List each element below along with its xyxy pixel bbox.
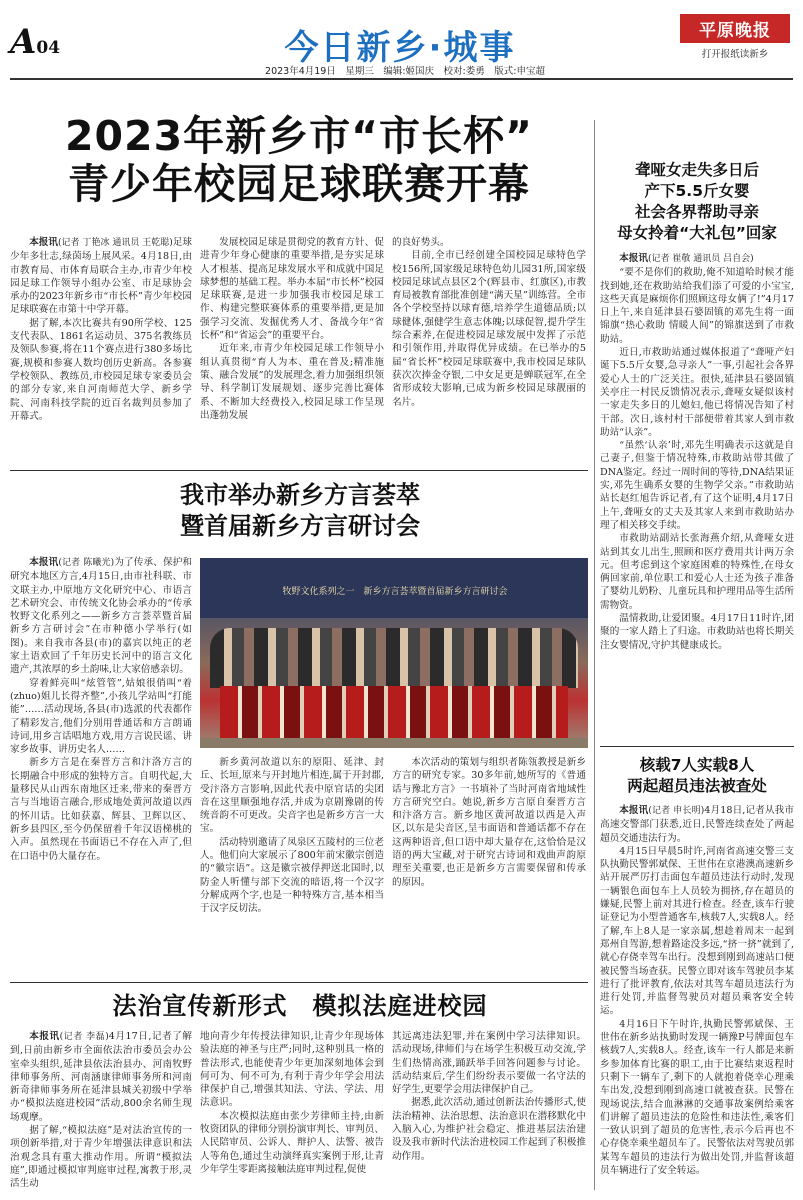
dialect-p3: 新乡方言是在秦晋方言和汴洛方言的长期融合中形成的独特方言。自明代起,大量移民从山西东南地区迁来,带来的秦晋方言与当地语言融合,形成地处黄河故道以西的怀川话。比如获嘉、辉县、卫辉以区、新乡县四区,至今仍保留着千年汉语梯桃的入声。虽然现在书面语已不存在入声了,但在口语中仍大量存在。	[10, 757, 192, 862]
dialect-headline-line2: 暨首届新乡方言研讨会	[180, 512, 420, 540]
baby-p5: 温情救助,让爱团聚。4月17日11时许,团聚的一家人踏上了归途。市救助站也将长期关注女婴情况,守护其健康成长。	[600, 613, 794, 651]
photo-banner: 牧野文化系列之一 新乡方言荟萃暨首届新乡方言研讨会	[282, 587, 508, 597]
football-p3: 发展校园足球是贯彻党的教育方针、促进青少年身心健康的重要举措,是夯实足球人才根基、提高足球发展水平和成就中国足球梦想的基础工程。举办本届“市长杯”校园足球联赛,是进一步加强我市校园足球工作、构建完整联赛体系的重要举措,更是加强学习交流、发掘优秀人才、备战今年“省长杯”和“省运会”的重要平台。	[200, 237, 384, 342]
baby-p2: 近日,市救助站通过媒体报道了“聋哑产妇诞下5.5斤女婴,急寻亲人”一事,引起社会各界爱心人士的广泛关注。很快,延津县石婆固镇关亭庄一村民反馈情况表示,聋哑女疑似该村一家走失多日的儿媳妇,他已将情况告知了村干部。次日,该村村干部便带着其家人到市救助站“认亲”。	[600, 347, 794, 438]
baby-p3: “虽然‘认亲’时,邓先生明确表示这就是自己妻子,但鉴于情况特殊,市救助站带其做了DNA鉴定。经过一周时间的等待,DNA结果证实,邓先生确系女婴的生物学父亲。”市救助站站长赵红旭告诉记者,有了这个证明,4月17日上午,聋哑女的丈夫及其家人来到市救助站办理了相关移交手续。	[600, 440, 794, 531]
dialect-p1: 为了传承、保护和研究本地区方言,4月15日,由市社科联、市文联主办,中原地方文化研究中心、市语言艺术研究会、市传统文化协会承办的“传承牧野文化系列之——新乡方言荟萃暨首届新乡方言研讨会”在市种德小学举行(如图)。来自我市各县(市)的嘉宾以纯正的老家土语欢回了千年历史长河中的语言文化遗产,其浓厚的乡土韵味,让大家倍感亲切。	[10, 557, 192, 676]
court-p3: 地向青少年传授法律知识,让青少年现场体验法庭的神圣与庄严;同时,这种别具一格的普法形式,也能使青少年更加深刻地体会到何可为、何不可为,有利于青少年学会用法律保护自己,增强其知法、守法、学法、用法意识。	[200, 1031, 384, 1109]
football-lead: 本报讯	[29, 237, 59, 248]
football-headline-line2: 青少年校园足球联赛开幕	[68, 160, 530, 208]
baby-headline-line2: 产下5.5斤女婴	[644, 182, 750, 200]
court-byline: (记者 李磊)	[59, 1032, 109, 1042]
court-lead: 本报讯	[29, 1031, 60, 1042]
bus-p3: 4月16日下午时许,执勤民警郭斌保、王世伟在新乡站执勤时发现一辆豫P号牌面包车核载7人,实载8人。经查,该车一行人都是来新乡参加体育比赛的职工,由于比赛结束返程时只剩下一辆车了,剩下的人就抱着侥幸心理乘车出发,没想到刚到高速口就被查获。民警在现场说法,结合血淋淋的交通事故案例给乘客们讲解了超员违法的危险性和违法性,乘客们一致认识到了超员的危害性,表示今后再也不心存侥幸乘坐超员车了。民警依法对驾驶员郭某驾车超员的违法行为做出处罚,并监督该超员车辆进行了安全转运。	[600, 1018, 794, 1177]
page-header	[0, 0, 803, 78]
bus-headline-line2: 两起超员违法被查处	[627, 777, 767, 795]
football-p4: 近年来,市青少年校园足球工作领导小组认真贯彻“育人为本、重在普及;精准施策、融合发展”的发展理念,着力加强组织领导、科学制订发展规划、逐步完善比赛体系、不断加大经费投入,校园足球工作呈现出蓬勃发展	[200, 343, 384, 421]
dialect-p2: 穿着鲜亮叫“炫管管”,姑娘很俏叫“着(zhuo)姐儿长得齐整”,小孩儿学站叫“打能能”……活动现场,各县(市)选派的代表都作了精彩发言,他们分别用普通话和方言朗诵诗词,用乡言话唱地方戏,用方言说民谣、讲家乡故事、讲历史名人……	[10, 677, 192, 756]
baby-headline-line3: 社会各界帮助寻亲	[634, 203, 759, 221]
photo-crowd-front	[220, 686, 568, 738]
dialect-headline	[110, 480, 490, 542]
football-p6: 目前,全市已经创建全国校园足球特色学校156所,国家级足球特色幼儿园31所,国家级校园足球试点县区2个(辉县市、红旗区),市教育局被教育部批准创建“满天星”训练营。全市各个学校坚持以球育德,培养学生道德品质;以球健体,强健学生意志体魄;以球促智,提升学生综合素养,在促进校园足球发展中发挥了示范和引领作用,并取得优异成绩。在已举办的5届“省长杯”校园足球联赛中,我市校园足球队获次次捧金夺银,二中女足更是蝉联冠军,在全省形成较大影响,已成为新乡校园足球靓丽的名片。	[392, 250, 586, 408]
dialect-photo	[200, 558, 588, 748]
dialect-headline-line1: 我市举办新乡方言荟萃	[180, 481, 420, 509]
court-headline: 法治宣传新形式 模拟法庭进校园	[112, 992, 488, 1020]
page-number: 04	[36, 38, 61, 58]
logo-text: 平原晚报	[680, 14, 790, 43]
bus-byline: (记者 申长明)	[648, 806, 705, 816]
football-p2: 据了解,本次比赛共有90所学校、125支代表队、1861名运动员、375名教练员及领队参赛,将在11个赛点进行380多场比赛,规模和参赛人数均创历史新高。各参赛学校领队、教练员,市校园足球专家委员会的部分专家,来自河南师范大学、新乡学院、河南科技学院的近百名裁判员参加了开幕式。	[10, 317, 192, 422]
baby-lead: 本报讯	[619, 253, 648, 264]
divider-left-2	[10, 982, 588, 983]
baby-headline-line1: 聋哑女走失多日后	[634, 161, 759, 179]
football-byline: (记者 丁艳冰 通讯员 王乾聪)	[58, 238, 173, 248]
baby-p4: 市救助站副站长张海燕介绍,从聋哑女进站到其女儿出生,照顾和医疗费用共计两万余元。但考虑到这个家庭困难的特殊性,在母女俩回家前,单位职工和爱心人士还为孩子准备了婴幼儿奶粉、儿童玩具和护理用品等生活所需物资。	[600, 533, 794, 611]
photo-floor	[200, 738, 588, 748]
baby-byline: (记者 崔敬 通讯员 吕自会)	[647, 254, 754, 264]
dialect-byline: (记者 陈曦光)	[58, 558, 115, 568]
football-headline	[10, 112, 588, 208]
section-title: 今日新乡·城事	[284, 28, 516, 68]
football-col-1	[10, 236, 192, 460]
newspaper-logo	[680, 14, 790, 60]
bus-p2: 4月15日早晨5时许,河南省高速交警三支队执勤民警郭斌保、王世伟在京港澳高速新乡站开展严厉打击面包车超员违法行动时,发现一辆银色面包车上人员较为拥挤,存在超员的嫌疑,民警上前对其进行检查。经查,该车行驶证登记为小型普通客车,核载7人,实载8人。经了解,车上8人是一家亲属,想趁着周末一起到郑州自驾游,想着路途没多远,“挤一挤”就到了,就心存侥幸驾车出行。没想到刚到高速站口便被民警当场查获。民警立即对该车驾驶员李某进行了批评教育,依法对其驾车超员违法行为进行处罚,并监督驾驶员对超员乘客安全转运。	[600, 845, 794, 1017]
bus-headline	[600, 755, 794, 797]
dialect-col-2	[200, 756, 384, 976]
dialect-lead: 本报讯	[29, 557, 59, 568]
baby-body	[600, 252, 794, 740]
baby-headline-line4: 母女拎着“大礼包”回家	[617, 224, 777, 242]
page-letter: A	[10, 22, 37, 62]
court-p1: 4月17日,记者了解到,日前由新乡市全面依法治市委员会办公室牵头组织,延津县依法治县办、河南牧野律师事务所、河南涵康律师事务所和河南新奇律师事务所在延津县城关初级中学举办“模拟法庭进校园”活动,800余名师生现场观摩。	[10, 1031, 192, 1123]
bus-p1: 4月18日,记者从我市高速交警部门获悉,近日,民警连续查处了两起超员交通违法行为。	[600, 805, 794, 844]
date-line: 2023年4月19日 星期三 编辑:姬国庆 校对:娄勇 版式:申宝超	[265, 66, 545, 77]
photo-crowd-back	[210, 628, 578, 688]
dialect-p4: 新乡黄河故道以东的原阳、延津、封丘、长垣,原来与开封地片相连,属于开封郡,受汴洛方言影响,因此代表中原官话的尖团音在这里顺强地存活,并成为京剧豫剧的传统音韵不可更改。尖音字也是新乡方言一大宝。	[200, 757, 384, 835]
court-p5: 其远离违法犯罪,并在案例中学习法律知识。活动现场,律师们与在场学生积极互动交流,学生们热情高涨,踊跃举手回答问题参与讨论。活动结束后,学生们纷纷表示要做一名守法的好学生,更要学会用法律保护自己。	[392, 1031, 586, 1096]
dialect-p5: 活动特别邀请了凤泉区五陵村的三位老人。他们向大家展示了800年前宋徽宗创造的“徽宗语”。这是徽宗被俘押送北国时,以防金人听懂与部下交流的暗语,将一个汉字分解成两个字,也是一种特殊方言,基本相当于汉字反切法。	[200, 836, 384, 915]
court-p6: 据悉,此次活动,通过创新法治传播形式,使法治精神、法治思想、法治意识在潜移默化中入脑入心,为维护社会稳定、推进基层法治建设及我市新时代法治进校园工作起到了积极推动作用。	[392, 1097, 586, 1162]
court-col-3	[392, 1030, 586, 1195]
divider-right	[600, 746, 794, 747]
football-col-3	[392, 236, 586, 460]
court-col-2	[200, 1030, 384, 1195]
football-p1: 足球少年多壮志,绿茵场上展风采。4月18日,由市教育局、市体育局联合主办,市青少年校园足球工作领导小组办公室、市足球协会承办的2023年新乡市“市长杯”青少年校园足球联赛在市第十中学开幕。	[10, 237, 192, 316]
football-col-2	[200, 236, 384, 460]
court-p4: 本次模拟法庭由张少芳律师主持,由新牧资团队的律师分别扮演审判长、审判员、人民陪审员、公诉人、辩护人、法警、被告人等角色,通过生动演绎真实案例于形,让青少年学生零距离接触法庭审判过程,促使	[200, 1110, 384, 1175]
baby-headline	[600, 160, 794, 244]
dialect-col-1	[10, 556, 192, 976]
court-p2: 据了解,“模拟法庭”是对法治宣传的一项创新举措,对于青少年增强法律意识和法治观念具有重大推动作用。所谓“模拟法庭”,即通过模拟审判庭审过程,寓教于形,灵活生动	[10, 1125, 192, 1190]
divider-left-1	[10, 470, 588, 471]
dialect-p6: 本次活动的策划与组织者陈瓴教授是新乡方言的研究专家。30多年前,她所写的《普通话与豫北方言》一书填补了当时河南省地域性方言研究空白。她说,新乡方言原自秦晋方言和汴洛方言。新乡地区黄河故道以西是入声区,以东是尖音区,呈韦面语和普通话都不存在这两种语音,但口语中却大量存在,这恰恰是汉语的两大宝藏,对于研究古诗词和戏曲声韵原理至关重要,也正是新乡方言需要保留和传承的原因。	[392, 757, 586, 888]
football-p5: 的良好势头。	[392, 237, 450, 248]
column-divider-vertical	[594, 120, 595, 1190]
court-col-1	[10, 1030, 192, 1195]
baby-p1: “要不是你们的救助,俺不知道哈时候才能找到她,还在救助站给我们添了可爱的小宝宝,这些天真是麻烦你们照顾这母女俩了!”4月17日上午,来自延津县石婆固镇的邓先生将一面锦旗“热心救助 情暖人间”的锦旗送到了市救助站。	[600, 267, 794, 345]
bus-lead: 本报讯	[619, 805, 649, 816]
football-headline-line1: 2023年新乡市“市长杯”	[64, 112, 533, 160]
logo-slogan: 打开报纸读新乡	[701, 49, 769, 60]
page-number-badge	[10, 22, 60, 62]
dialect-col-3	[392, 756, 586, 976]
bus-body	[600, 804, 794, 1196]
header-rule	[10, 78, 793, 80]
bus-headline-line1: 核载7人实载8人	[639, 756, 755, 774]
